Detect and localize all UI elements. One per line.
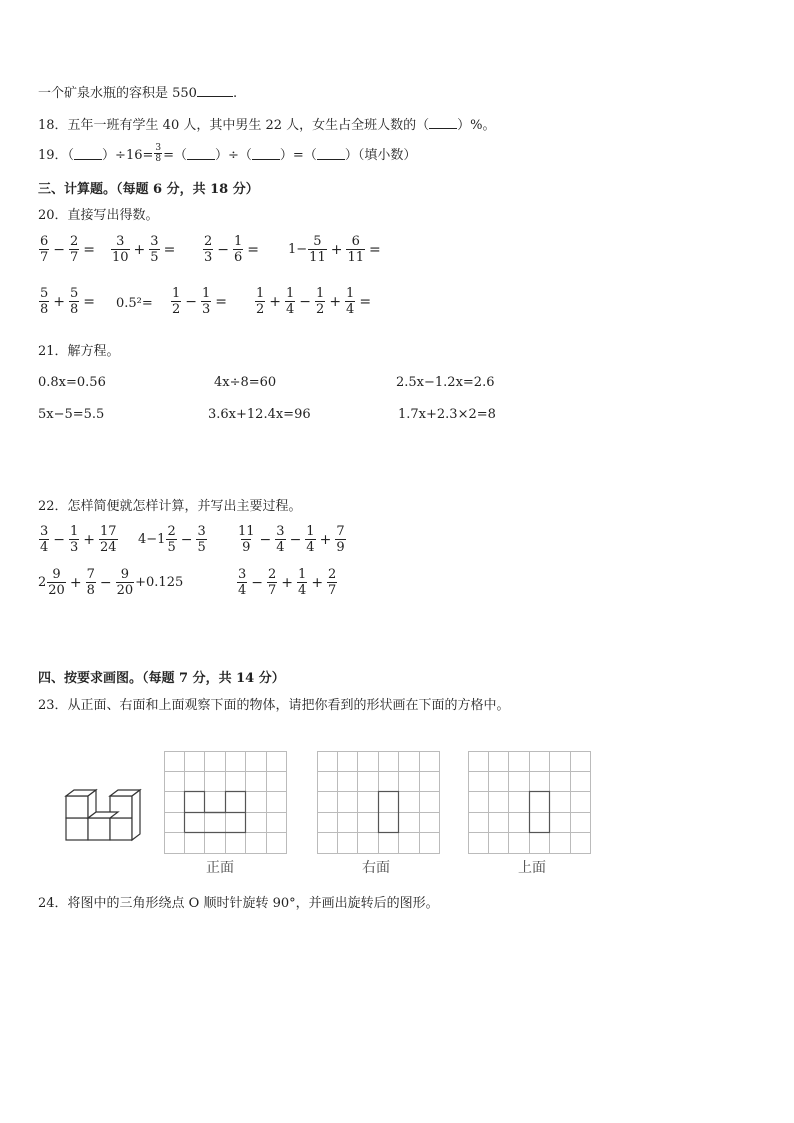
operator: − [217, 241, 230, 258]
cube-object-figure [62, 786, 142, 846]
fraction: $\frac{7}{8}$ [86, 567, 95, 598]
answer-blank[interactable] [252, 147, 280, 160]
fraction: $\frac{1}{3}$ [202, 286, 211, 317]
question-22-title: 22．怎样简便就怎样计算，并写出主要过程。 [38, 499, 302, 514]
answer-blank[interactable] [74, 147, 102, 160]
q22-expr-5 [236, 567, 338, 598]
fraction: $\frac{9}{20}$ [116, 567, 134, 598]
operator: − [99, 574, 112, 591]
fraction: $\frac{5}{8}$ [40, 286, 49, 317]
fraction: $\frac{6}{7}$ [40, 234, 49, 265]
q18-text: 18．五年一班有学生 40 人，其中男生 22 人，女生占全班人数的（ [38, 118, 430, 133]
equation: 0.8x=0.56 [38, 375, 106, 390]
fraction: $\frac{3}{5}$ [197, 524, 206, 555]
operator: + [53, 293, 66, 310]
q19-part: =（ [163, 148, 188, 163]
lead-term: 1− [288, 242, 308, 257]
operator: + [269, 293, 282, 310]
answer-blank[interactable] [317, 147, 345, 160]
fraction: $\frac{6}{11}$ [347, 234, 364, 265]
q19-prefix: 19．（ [38, 148, 75, 163]
tail-term: +0.125 [135, 575, 184, 590]
fraction: $\frac{3}{4}$ [238, 567, 247, 598]
fraction: $\frac{1}{3}$ [70, 524, 79, 555]
equals: = [215, 293, 228, 310]
equation: 2.5x−1.2x=2.6 [396, 375, 495, 390]
equals: = [359, 293, 372, 310]
grid-right-view[interactable] [317, 751, 441, 855]
fraction: $\frac{1}{4}$ [346, 286, 355, 317]
q19-part: ）÷（ [215, 148, 252, 163]
equation: 5x−5=5.5 [38, 407, 105, 422]
q22-expr-1 [38, 524, 119, 555]
operator: − [185, 293, 198, 310]
q22-expr-3 [236, 524, 347, 555]
q20-expr-7 [170, 286, 230, 317]
expression-text: 0.5²= [116, 296, 153, 311]
q22-expr-4 [38, 567, 183, 598]
q19-part: ）÷16= [102, 148, 154, 163]
fraction: $\frac{9}{20}$ [48, 567, 65, 598]
q17-tail: . [232, 86, 238, 101]
question-20-title: 20．直接写出得数。 [38, 208, 159, 223]
operator: − [289, 531, 302, 548]
operator: + [330, 241, 343, 258]
grid-label-right: 右面 [362, 860, 390, 876]
q17-text: 一个矿泉水瓶的容积是 550 [38, 86, 197, 101]
fraction: $\frac{1}{6}$ [234, 234, 243, 265]
lead-term: 4−1 [138, 532, 166, 547]
operator: + [319, 531, 332, 548]
grid-label-top: 上面 [518, 860, 546, 876]
fraction: $\frac{2}{5}$ [167, 524, 176, 555]
q18-tail: ）%。 [457, 118, 496, 133]
q20-expr-4 [288, 234, 384, 265]
fraction: $\frac{2}{3}$ [204, 234, 213, 265]
operator: + [133, 241, 146, 258]
section-4-title: 四、按要求画图。（每题 7 分，共 14 分） [38, 671, 285, 686]
answer-blank[interactable] [197, 84, 233, 97]
fraction: $\frac{17}{24}$ [100, 524, 117, 555]
grid-top-view[interactable] [468, 751, 592, 855]
question-17 [38, 84, 237, 102]
operator: − [53, 531, 66, 548]
fraction: $\frac{5}{8}$ [70, 286, 79, 317]
fraction: $\frac{2}{7}$ [268, 567, 277, 598]
equals: = [247, 241, 260, 258]
q20-expr-2 [110, 234, 178, 265]
grid-front-view[interactable] [164, 751, 288, 855]
equals: = [369, 241, 381, 258]
q19-part: ）=（ [279, 148, 317, 163]
fraction: $\frac{3}{4}$ [40, 524, 49, 555]
equals: = [83, 293, 96, 310]
question-18 [38, 116, 496, 134]
equation: 1.7x+2.3×2=8 [398, 407, 496, 422]
fraction: $\frac{7}{9}$ [336, 524, 345, 555]
fraction: $\frac{1}{2}$ [316, 286, 325, 317]
fraction: $\frac{3}{5}$ [150, 234, 159, 265]
question-21-title: 21．解方程。 [38, 344, 120, 359]
fraction: $\frac{3}{8}$ [155, 143, 162, 164]
operator: + [329, 293, 342, 310]
section-3-title: 三、计算题。（每题 6 分，共 18 分） [38, 182, 259, 197]
equals: = [163, 241, 176, 258]
fraction: $\frac{1}{2}$ [256, 286, 265, 317]
operator: + [311, 574, 324, 591]
q19-part: ）（填小数） [344, 148, 417, 163]
fraction: $\frac{1}{4}$ [298, 567, 307, 598]
grid-label-front: 正面 [206, 860, 234, 876]
operator: − [251, 574, 264, 591]
lead-term: 2 [38, 575, 47, 590]
q22-expr-2 [138, 524, 208, 555]
fraction: $\frac{2}{7}$ [70, 234, 79, 265]
fraction: $\frac{11}{9}$ [238, 524, 255, 555]
equation: 3.6x+12.4x=96 [208, 407, 311, 422]
answer-blank[interactable] [187, 147, 215, 160]
operator: + [281, 574, 294, 591]
q20-expr-5 [38, 286, 98, 317]
fraction: $\frac{2}{7}$ [328, 567, 337, 598]
operator: − [53, 241, 66, 258]
fraction: $\frac{1}{4}$ [306, 524, 315, 555]
fraction: $\frac{3}{10}$ [112, 234, 129, 265]
operator: − [180, 531, 193, 548]
fraction: $\frac{1}{4}$ [286, 286, 295, 317]
fraction: $\frac{1}{2}$ [172, 286, 181, 317]
question-24-title: 24．将图中的三角形绕点 O 顺时针旋转 90°，并画出旋转后的图形。 [38, 896, 439, 911]
question-23-title: 23．从正面、右面和上面观察下面的物体，请把你看到的形状画在下面的方格中。 [38, 698, 510, 713]
fraction: $\frac{3}{4}$ [276, 524, 285, 555]
answer-blank[interactable] [429, 116, 457, 129]
operator: − [259, 531, 272, 548]
q20-expr-3 [202, 234, 262, 265]
operator: + [69, 574, 82, 591]
q20-expr-6 [116, 296, 153, 311]
fraction: $\frac{5}{11}$ [309, 234, 326, 265]
question-19 [38, 143, 416, 164]
q20-expr-1 [38, 234, 98, 265]
operator: − [299, 293, 312, 310]
operator: + [83, 531, 96, 548]
equation: 4x÷8=60 [214, 375, 277, 390]
equals: = [83, 241, 96, 258]
q20-expr-8 [254, 286, 374, 317]
